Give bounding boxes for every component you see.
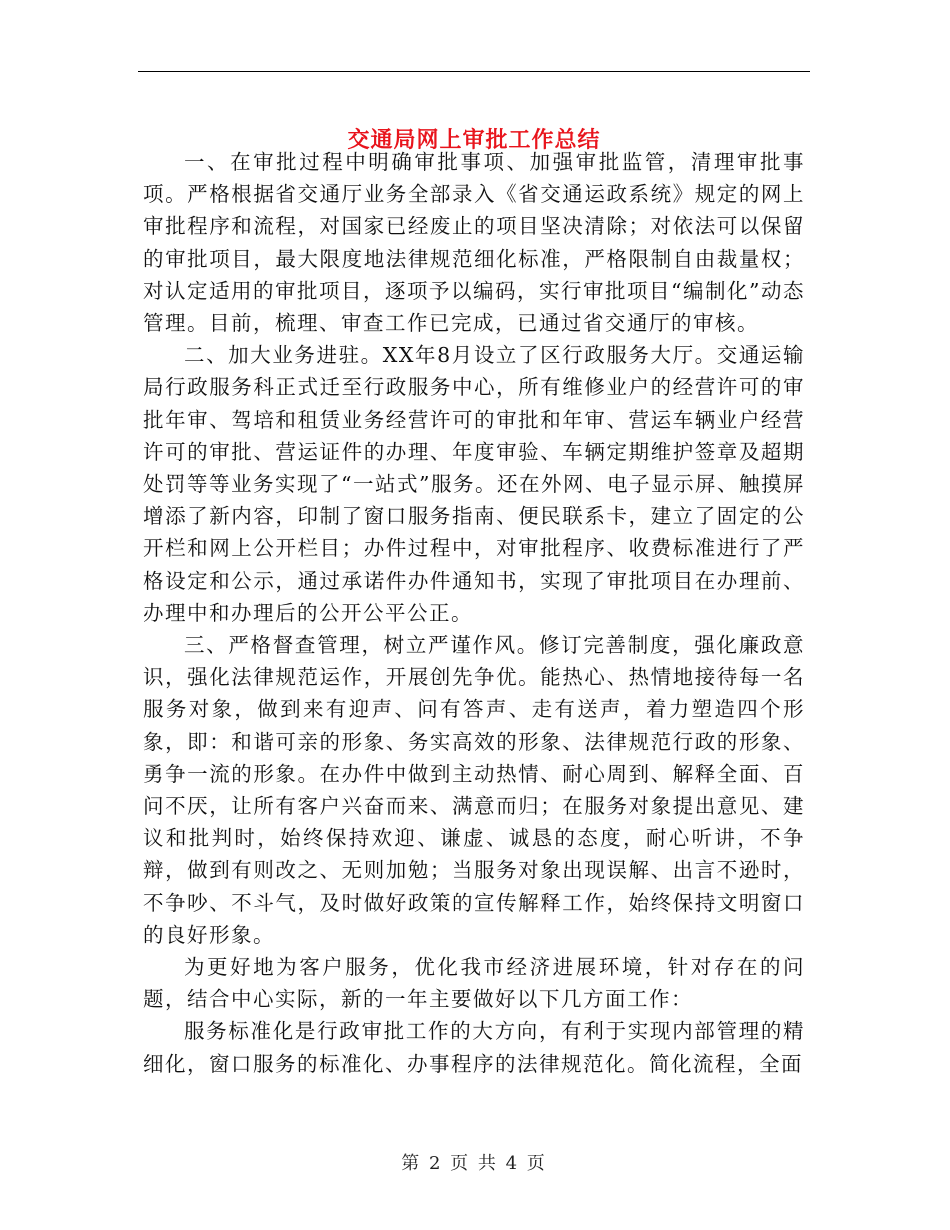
header-rule (138, 71, 810, 72)
document-body (143, 146, 805, 1080)
paragraph-3: 三、严格督查管理，树立严谨作风。修订完善制度，强化廉政意识，强化法律规范运作，开展创先争优。能热心、热情地接待每一名服务对象，做到来有迎声、问有答声、走有送声，着力塑造四个形象，即：和谐可亲的形象、务实高效的形象、法律规范行政的形象、勇争一流的形象。在办件中做到主动热情、耐心周到、解释全面、百问不厌，让所有客户兴奋而来、满意而归；在服务对象提出意见、建议和批判时，始终保持欢迎、谦虚、诚恳的态度，耐心听讲，不争辩，做到有则改之、无则加勉；当服务对象出现误解、出言不逊时，不争吵、不斗气，及时做好政策的宣传解释工作，始终保持文明窗口的良好形象。 (143, 633, 805, 947)
paragraph-2: 二、加大业务进驻。XX年8月设立了区行政服务大厅。交通运输局行政服务科正式迁至行政服务中心，所有维修业户的经营许可的审批年审、驾培和租赁业务经营许可的审批和年审、营运车辆业户经营许可的审批、营运证件的办理、年度审验、车辆定期维护签章及超期处罚等等业务实现了“一站式”服务。还在外网、电子显示屏、触摸屏增添了新内容，印制了窗口服务指南、便民联系卡，建立了固定的公开栏和网上公开栏目；办件过程中，对审批程序、收费标准进行了严格设定和公示，通过承诺件办件通知书，实现了审批项目在办理前、办理中和办理后的公开公平公正。 (143, 343, 805, 625)
page-number-footer: 第 2 页 共 4 页 (401, 1153, 547, 1174)
paragraph-5: 服务标准化是行政审批工作的大方向，有利于实现内部管理的精细化，窗口服务的标准化、办事程序的法律规范化。简化流程，全面 (143, 1019, 805, 1076)
paragraph-4: 为更好地为客户服务，优化我市经济进展环境，针对存在的问题，结合中心实际，新的一年主要做好以下几方面工作： (143, 955, 805, 1012)
paragraph-1: 一、在审批过程中明确审批事项、加强审批监管，清理审批事项。严格根据省交通厅业务全部录入《省交通运政系统》规定的网上审批程序和流程，对国家已经废止的项目坚决清除；对依法可以保留的审批项目，最大限度地法律规范细化标准，严格限制自由裁量权；对认定适用的审批项目，逐项予以编码，实行审批项目“编制化”动态管理。目前，梳理、审查工作已完成，已通过省交通厅的审核。 (143, 150, 805, 336)
document-title: 交通局网上审批工作总结 (347, 126, 601, 153)
